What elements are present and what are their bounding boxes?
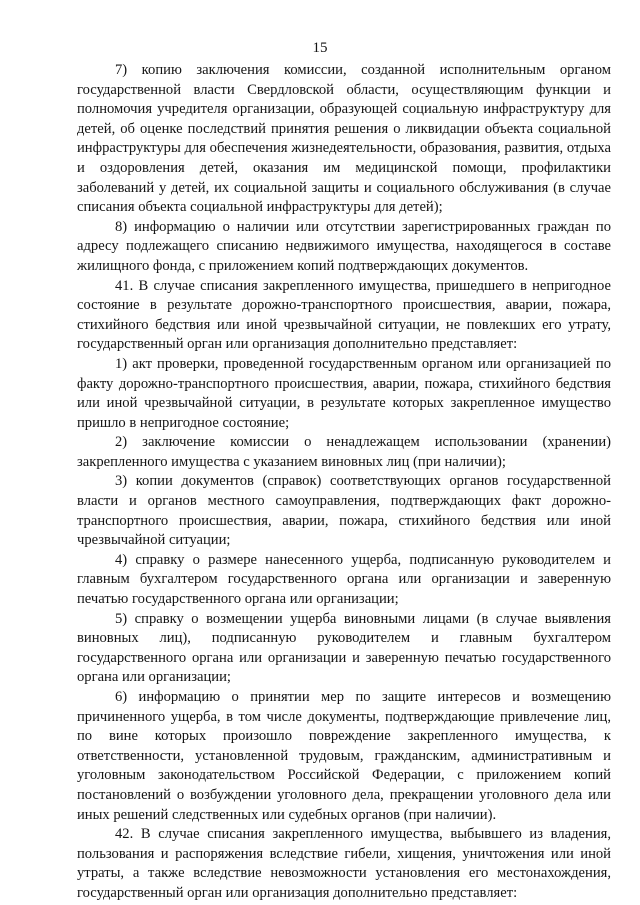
document-body: [77, 61, 611, 904]
paragraph-item-4: 4) справку о размере нанесенного ущерба, подписанную руководителем и главным бухгалтером государственного органа или организации и заверенную печатью государственного органа или организации;: [77, 551, 611, 608]
page-number: 15: [312, 40, 328, 56]
paragraph-item-2: 2) заключение комиссии о ненадлежащем использовании (хранении) закрепленного имущества с указанием виновных лиц (при наличии);: [77, 434, 611, 470]
paragraph-item-1: 1) акт проверки, проведенной государственным органом или организацией по факту дорожно-транспортного происшествия, аварии, пожара, стихийного бедствия или иной чрезвычайной ситуации, в результате которых закрепленное имущество пришло в непригодное состояние;: [77, 355, 611, 431]
paragraph-item-7: 7) копию заключения комиссии, созданной исполнительным органом государственной власти Свердловской области, осуществляющим функции и полномочия учредителя организации, образующей социальную инфраструктуру для детей, об оценке последствий принятия решения о ликвидации объекта социальной инфраструктуры для обеспечения жизнедеятельности, образования, развития, отдыха и оздоровления детей, оказания им медицинской помощи, профилактики заболеваний у детей, их социальной защиты и социального обслуживания (в случае списания объекта социальной инфраструктуры для детей);: [77, 62, 611, 216]
paragraph-item-5: 5) справку о возмещении ущерба виновными лицами (в случае выявления виновных лиц), подписанную руководителем и главным бухгалтером государственного органа или организации и заверенную печатью государственного органа или организации;: [77, 610, 611, 686]
paragraph-item-3: 3) копии документов (справок) соответствующих органов государственной власти и органов местного самоуправления, подтверждающих факт дорожно-транспортного происшествия, аварии, пожара, стихийного бедствия или иной чрезвычайной ситуации;: [77, 473, 611, 549]
paragraph-item-6: 6) информацию о принятии мер по защите интересов и возмещению причиненного ущерба, в том числе документы, подтверждающие привлечение лиц, по вине которых произошло повреждение закрепленного имущества, к ответственности, установленной трудовым, гражданским, административным и уголовным законодательством Российской Федерации, с приложением копий постановлений о возбуждении уголовного дела, прекращении уголовного дела или иных решений следственных или судебных органов (при наличии).: [77, 689, 611, 823]
paragraph-clause-41: 41. В случае списания закрепленного имущества, пришедшего в непригодное состояние в результате дорожно-транспортного происшествия, аварии, пожара, стихийного бедствия или иной чрезвычайной ситуации, не повлекших его утрату, государственный орган или организация дополнительно представляет:: [77, 277, 611, 353]
paragraph-item-8: 8) информацию о наличии или отсутствии зарегистрированных граждан по адресу подлежащего списанию недвижимого имущества, находящегося в составе жилищного фонда, с приложением копий подтверждающих документов.: [77, 218, 611, 274]
paragraph-clause-42: 42. В случае списания закрепленного имущества, выбывшего из владения, пользования и распоряжения вследствие гибели, хищения, уничтожения или иной утраты, а также вследствие невозможности установления его местонахождения, государственный орган или организация дополнительно представляет:: [77, 826, 611, 901]
